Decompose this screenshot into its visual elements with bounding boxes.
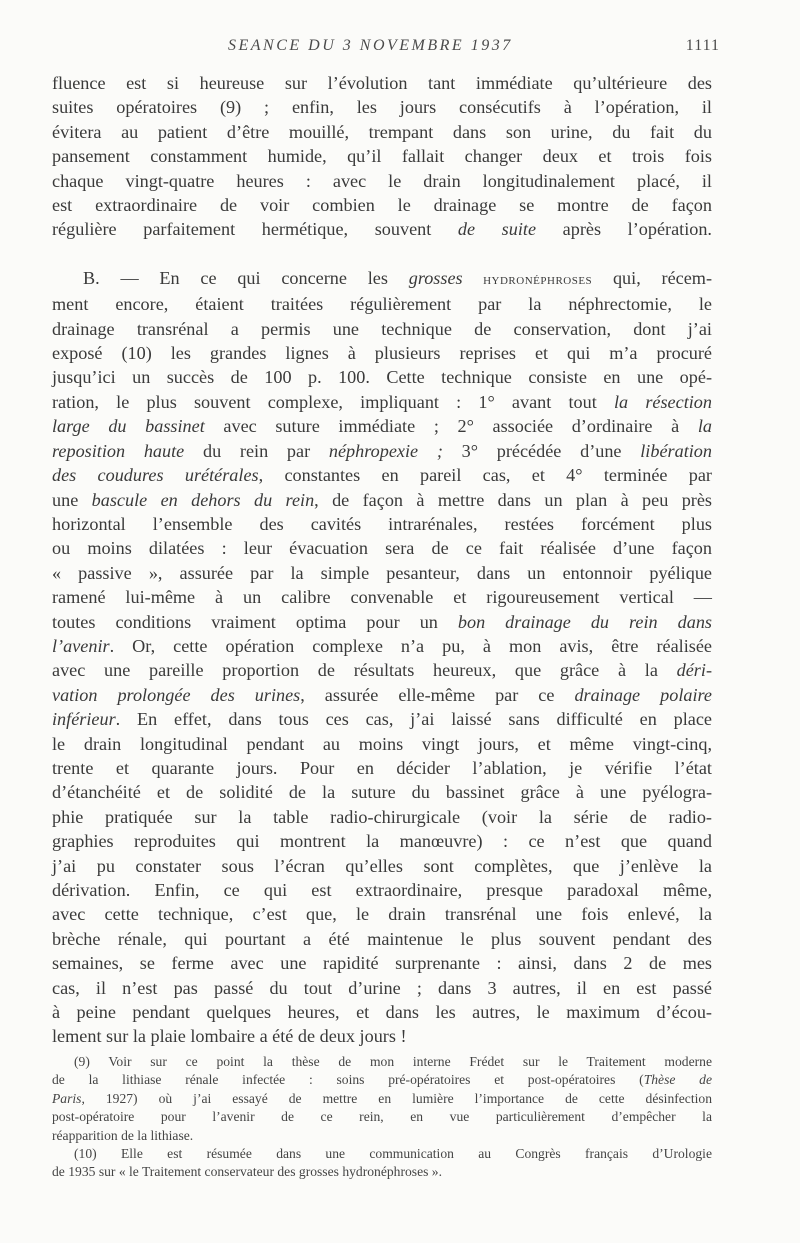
text-line: chaque vingt-quatre heures : avec le drain longitudinalement placé, il [52,170,712,191]
text-line: jusqu’ici un succès de 100 p. 100. Cette technique consiste en une opé- [52,367,712,388]
text-line: fluence est si heureuse sur l’évolution tant immédiate qu’ultérieure des [52,73,712,93]
text-line [52,414,712,438]
footnote-10-line: (10) Elle est résumée dans une communication au Congrès français d’Urologie [74,1146,712,1162]
text-line [52,266,712,292]
footnote-9-line: réapparition de la lithiase. [52,1127,194,1143]
text-run: , constantes en pareil cas, et 4° terminée par [258,465,712,486]
text-run: une [52,489,92,510]
footnote-10-line: de 1935 sur « le Traitement conservateur des grosses hydronéphroses ». [52,1164,442,1180]
text-line [52,683,712,707]
text-line: d’étanchéité et de solidité de la suture du bassinet grâce à une pyélogra- [52,782,712,803]
footnotes [52,1053,712,1182]
italic-run: la [697,416,712,437]
text-run: avec suture immédiate ; 2° associée d’ordinaire à [204,416,698,437]
text-run: . Or, cette opération complexe n’a pu, à mon avis, être réalisée [109,635,712,656]
text-run: , assurée elle-même par ce [300,684,575,705]
text-line: drainage transrénal a permis une technique de conservation, dont j’ai [52,318,712,339]
italic-run: bon drainage du rein dans [457,611,712,632]
text-line: j’ai pu constater sous l’écran qu’elles sont complètes, que j’enlève la [52,855,712,876]
text-line: lement sur la plaie lombaire a été de deux jours ! [52,1026,407,1047]
footnote-9-line [52,1071,712,1089]
text-line: à peine pendant quelques heures, et dans les autres, le maximum d’écou- [52,1002,712,1023]
footnote-9-line: (9) Voir sur ce point la thèse de mon interne Frédet sur le Traitement moderne [74,1054,712,1069]
text-line [52,707,712,731]
text-line: graphies reproduites qui montrent la manœuvre) : ce n’est que quand [52,831,712,852]
text-line: avec cette technique, c’est que, le drain transrénal une fois enlevé, la [52,904,712,925]
text-run: après l’opération. [536,219,712,240]
footnote-9-line: post-opératoire pour l’avenir de ce rein, en vue particulièrement d’empêcher la [52,1109,712,1125]
text-line: le drain longitudinal pendant au moins vingt jours, et même vingt-cinq, [52,733,712,754]
italic-run: reposition haute [52,440,185,461]
italic-run: Thèse de [643,1072,712,1088]
italic-run: néphropexie ; [328,440,443,461]
body-text [52,71,712,1049]
text-run: . En effet, dans tous ces cas, j’ai laissé sans difficulté en place [115,709,712,730]
italic-run: vation prolongée des urines [52,684,301,705]
text-line: exposé (10) les grandes lignes à plusieurs reprises et qui m’a procuré [52,343,712,364]
text-run: avec une pareille proportion de résultats heureux, que grâce à la [52,660,677,681]
text-run: du rein par [184,440,329,461]
text-run: ration, le plus souvent complexe, impliquant : 1° avant tout [52,391,614,412]
italic-run: des coudures urétérales [52,465,259,486]
italic-run: grosses [408,267,463,288]
text-run: de la lithiase rénale infectée : soins pré-opératoires et post-opératoires ( [52,1072,644,1088]
paragraph-1 [52,71,712,242]
text-line [52,658,712,682]
text-line [52,463,712,487]
italic-run: l’avenir [52,635,110,656]
text-line: cas, il n’est pas passé du tout d’urine ; dans 3 autres, il en est passé [52,977,712,998]
italic-run: la résection [613,391,712,412]
italic-run: bascule en dehors du rein [91,489,315,510]
text-line [52,390,712,414]
text-line: ramené lui-même à un calibre convenable et rigoureusement vertical — [52,587,712,608]
text-line: évitera au patient d’être mouillé, trempant dans son urine, du fait du [52,121,712,142]
text-line [52,217,712,241]
text-line [52,634,712,658]
footnote-9-line [52,1090,712,1108]
text-run: , 1927) où j’ai essayé de mettre en lumière l’importance de cette désinfection [81,1090,712,1106]
italic-run: de suite [457,219,537,240]
text-line: brèche rénale, qui pourtant a été maintenue le plus souvent pendant des [52,928,712,949]
text-run: , de façon à mettre dans un plan à peu près [314,489,712,510]
text-line: phie pratiquée sur la table radio-chirurgicale (voir la série de radio- [52,806,712,827]
italic-run: Paris [52,1090,82,1106]
small-caps-run: hydronéphroses [462,271,593,288]
text-run: 3° précédée d’une [442,440,641,461]
text-run: B. — En ce qui concerne les [83,267,409,288]
italic-run: libération [640,440,712,461]
italic-run: déri- [676,660,712,681]
text-line: « passive », assurée par la simple pesanteur, dans un entonnoir pyélique [52,562,712,583]
italic-run: inférieur [52,709,116,730]
text-line [52,439,712,463]
text-line: horizontal l’ensemble des cavités intrarénales, restées forcément plus [52,513,712,534]
text-line: est extraordinaire de voir combien le drainage se montre de façon [52,195,712,216]
text-run: régulière parfaitement hermétique, souvent [52,219,458,240]
paragraph-2 [52,266,712,1049]
text-line: ment encore, étaient traitées régulièrement par la néphrectomie, le [52,294,712,315]
text-run: qui, récem- [592,267,713,288]
text-line [52,610,712,634]
running-header [52,37,720,59]
text-line: semaines, se ferme avec une rapidité surprenante : ainsi, dans 2 de mes [52,953,712,974]
text-line: trente et quarante jours. Pour en décider l’ablation, je vérifie l’état [52,757,712,778]
text-line: dérivation. Enfin, ce qui est extraordinaire, presque paradoxal même, [52,880,712,900]
italic-run: large du bassinet [52,416,205,437]
text-line: suites opératoires (9) ; enfin, les jours consécutifs à l’opération, il [52,97,712,118]
text-run: toutes conditions vraiment optima pour un [52,611,458,632]
text-line: ou moins dilatées : leur évacuation sera de ce fait réalisée d’une façon [52,538,712,559]
page-number: 1111 [685,37,720,54]
italic-run: drainage polaire [574,684,712,705]
text-line: pansement constamment humide, qu’il fallait changer deux et trois fois [52,146,712,167]
header-title: SEANCE DU 3 NOVEMBRE 1937 [228,37,513,54]
text-line [52,488,712,512]
